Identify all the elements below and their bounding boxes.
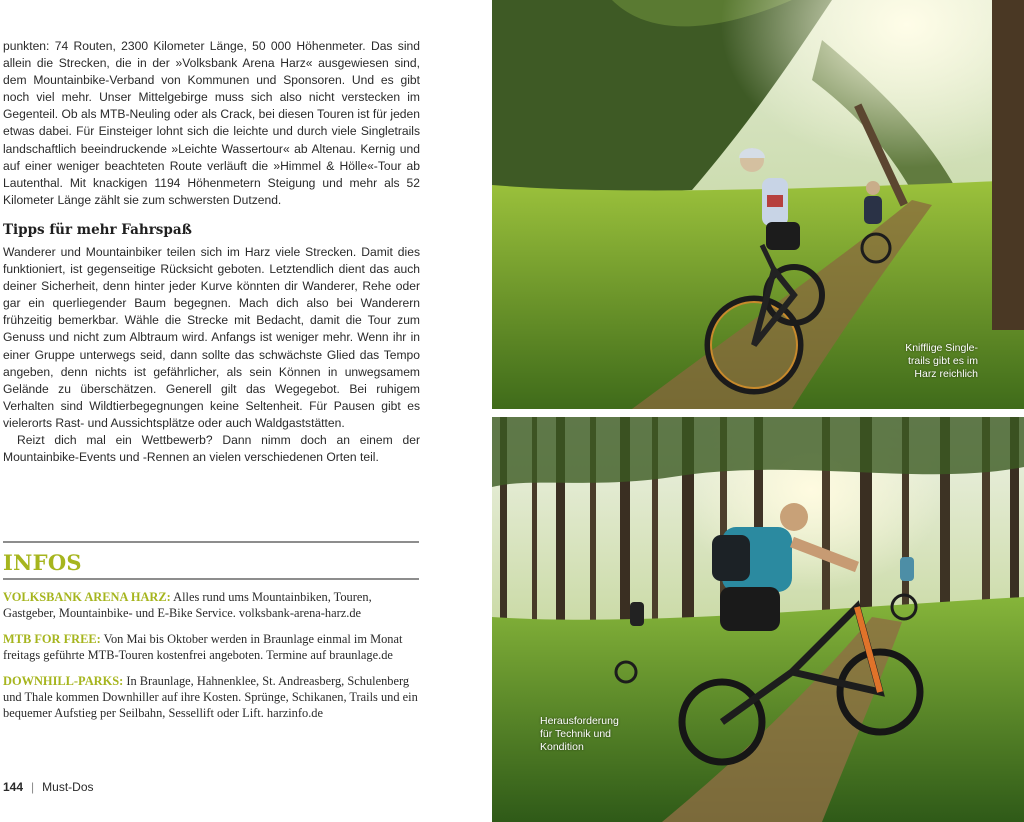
info-key: DOWNHILL-PARKS: <box>3 673 124 688</box>
info-text: Alles rund ums Mountainbiken, Touren, Gastgeber, Mountainbike- und E-Bike Service. volksbank-arena-harz.de <box>3 590 372 621</box>
infos-top-rule <box>3 541 419 543</box>
paragraph-competition: Reizt dich mal ein Wettbewerb? Dann nimm doch an einem der Mountainbike-Events und -Rennen an vielen verschiedenen Orten teil. <box>3 432 420 465</box>
page-footer <box>3 780 94 794</box>
infos-box <box>3 541 419 722</box>
info-item-mtb-for-free <box>3 631 419 664</box>
photo1-caption: Knifflige Single- trails gibt es im Harz reichlich <box>905 342 978 380</box>
info-item-volksbank <box>3 589 419 622</box>
info-key: MTB FOR FREE: <box>3 631 101 646</box>
footer-separator: | <box>31 780 35 794</box>
photo-forest-trail <box>492 417 1024 822</box>
article-text-column <box>3 38 420 466</box>
paragraph-tips: Wanderer und Mountainbiker teilen sich im Harz viele Strecken. Damit dies funktioniert, ist gegenseitige Rücksicht geboten. Letztendlich dient das auch deiner Sicherheit, denn hinter jeder Kurve könnten dir Wanderer, Rehe oder gar ein querliegender Baum begegnen. Mach dich also bei Wanderern frühzeitig bemerkbar. Wähle die Strecke mit Bedacht, damit die Tour zum Genuss und nicht zum Albtraum wird. Anfangs ist weniger mehr. Wenn ihr in einer Gruppe unterwegs seid, dann sollte das schwächste Glied das Tempo angeben, denn nichts ist gefährlicher, als sein Können in unwegsamem Gelände zu überschätzen. Generell gilt das Wegegebot. Bei ruhigem Verhalten sind Wildtierbegegnungen keine Seltenheit. Für Pausen gibt es vielerorts Rast- und Aussichtsplätze oder auch Waldgaststätten. <box>3 244 420 430</box>
info-text: In Braunlage, Hahnenklee, St. Andreasberg, Schulenberg und Thale kommen Downhiller auf ihre Kosten. Sprünge, Schikanen, Trails und ein bequemer Aufstieg per Seilbahn, Sessellift oder Lift. harzinfo.de <box>3 673 418 721</box>
info-item-downhill-parks <box>3 673 419 722</box>
paragraph-intro: punkten: 74 Routen, 2300 Kilometer Länge, 50 000 Höhenmeter. Das sind allein die Strecken, die in der »Volksbank Arena Harz« ausgewiesen sind, dem Mountainbike-Verband von Kommunen und Sponsoren. Und es gibt noch viel mehr. Unser Mittelgebirge muss sich also nicht verstecken im Gegenteil. Ob als MTB-Neuling oder als Crack, bei diesen Touren ist für jeden etwas dabei. Für Einsteiger lohnt sich die leichte und durch viele Singletrails landschaftlich beeindruckende »Leichte Wassertour« ab Altenau. Kernig und auf einer weniger beachteten Route verläuft die »Himmel & Hölle«-Tour ab Lautenthal. Mit knackigen 1194 Höhenmetern Steigung und mehr als 52 Kilometer Länge zählt sie zum schwersten Dutzend. <box>3 39 420 207</box>
section-name: Must-Dos <box>42 780 94 794</box>
subheading-tips: Tipps für mehr Fahrspaß <box>3 221 192 238</box>
photo-meadow-singletrail <box>492 0 1024 409</box>
info-key: VOLKSBANK ARENA HARZ: <box>3 590 171 604</box>
infos-title-rule <box>3 578 419 580</box>
infos-title: INFOS <box>3 550 82 575</box>
page-number: 144 <box>3 780 24 794</box>
photo-forest-illustration <box>492 417 1024 822</box>
photo2-caption: Herausforderung für Technik und Kondition <box>540 715 619 753</box>
info-text: Von Mai bis Oktober werden in Braunlage einmal im Monat freitags geführte MTB-Touren kostenfrei angeboten. Termine auf braunlage.de <box>3 631 403 663</box>
